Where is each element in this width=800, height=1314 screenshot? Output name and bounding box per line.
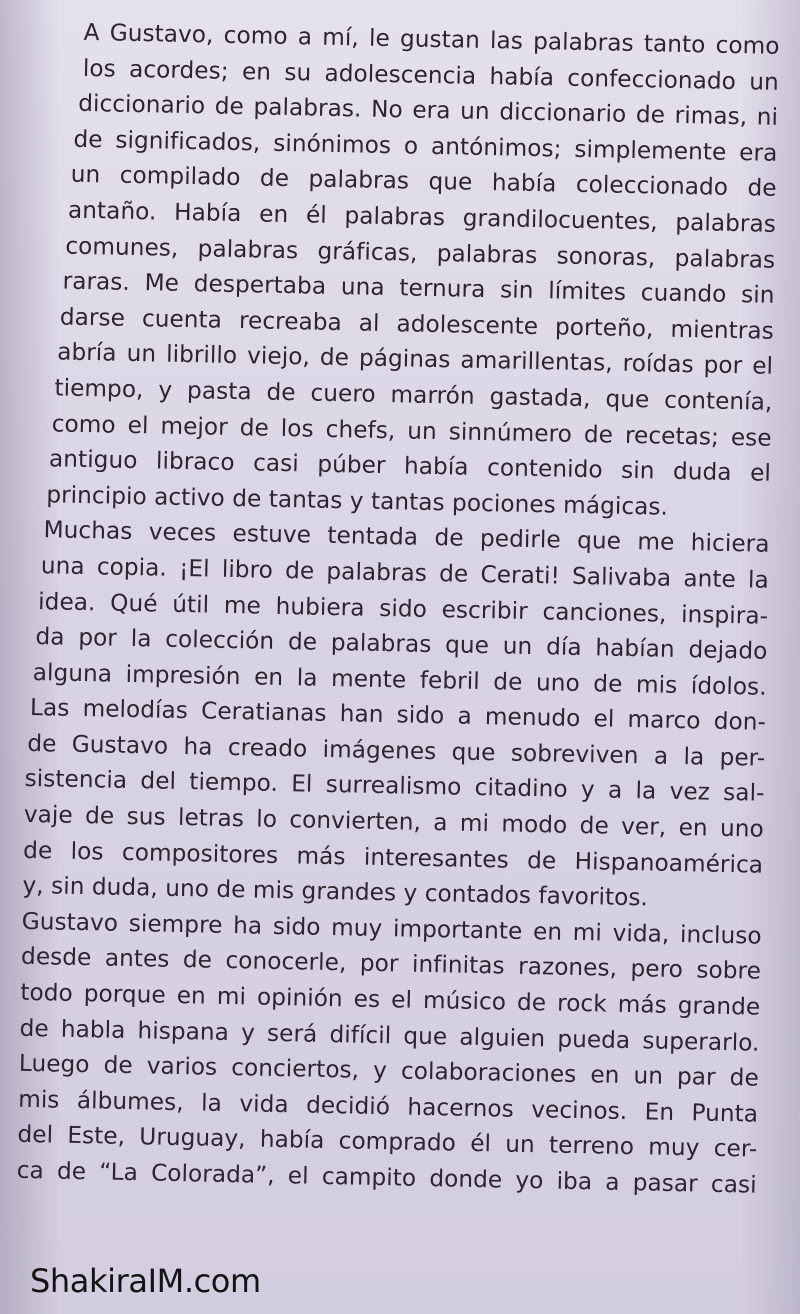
text-line: diccionario de palabras. No era un diccionario de rimas, ni [77,89,779,132]
text-line: ca de “La Colorada”, el campito donde yo iba a pasar casi [16,1156,757,1199]
text-line: Muchas veces estuve tentada de pedirle que me hiciera [43,516,770,559]
watermark-text: ShakiraIM.com [30,1262,261,1300]
text-line: sistencia del tiempo. El surrealismo citadino y a la vez sal- [24,765,765,808]
text-line: alguna impresión en la mente febril de uno de mis ídolos. [32,658,767,701]
text-line: de significados, sinónimos o antónimos; simplemente era [73,125,778,167]
text-line: Luego de varios conciertos, y colaboraciones en un par de [18,1050,760,1092]
text-line: idea. Qué útil me hubiera sido escribir canciones, inspira- [37,587,769,630]
text-line: da por la colección de palabras que un día habían dejado [35,623,768,665]
text-line: Las melodías Ceratianas han sido a menudo el marco don- [29,694,767,736]
text-line: vaje de sus letras lo convierten, a mi modo de ver, en uno [23,800,765,843]
text-line: antiguo libraco casi púber había contenido sin duda el [48,445,772,487]
text-line: mis álbumes, la vida decidió hacernos vecinos. En Punta [17,1085,759,1128]
text-line: de habla hispana y será difícil que alguien pueda superarlo. [19,1014,760,1057]
text-line: raras. Me despertaba una ternura sin límites cuando sin [62,267,775,309]
text-line: abría un librillo viejo, de páginas amarillentas, roídas por el [56,338,774,381]
text-line: principio activo de tantas y tantas pociones mágicas. [46,480,669,521]
text-line: de los compositores más interesantes de Hispanoamérica [22,836,764,879]
text-line: antaño. Había en él palabras grandilocuentes, palabras [67,196,777,238]
text-line: los acordes; en su adolescencia había confeccionado un [82,54,780,96]
text-line: una copia. ¡El libro de palabras de Cerati! Salivaba ante la [40,552,770,594]
text-line: tiempo, y pasta de cuero marrón gastada, que contenía, [54,374,773,416]
text-line: comunes, palabras gráficas, palabras sonoras, palabras [65,232,776,274]
text-line: y, sin duda, uno de mis grandes y contados favoritos. [22,872,649,912]
text-line: como el mejor de los chefs, un sinnúmero de recetas; ese [51,409,772,452]
text-line: un compilado de palabras que había coleccionado de [70,161,777,203]
text-line: de Gustavo ha creado imágenes que sobreviven a la per- [27,729,766,772]
text-line: Gustavo siempre ha sido muy importante en mi vida, incluso [21,907,762,950]
text-line: darse cuenta recreaba al adolescente porteño, mientras [59,303,775,345]
text-line: del Este, Uruguay, había comprado él un terreno muy cer- [17,1121,758,1164]
page-text [16,14,779,1203]
text-line: todo porque en mi opinión es el músico de rock más grande [20,978,761,1021]
text-line: A Gustavo, como a mí, le gustan las palabras tanto como [83,18,780,60]
text-line: desde antes de conocerle, por infinitas razones, pero sobre [20,943,762,986]
